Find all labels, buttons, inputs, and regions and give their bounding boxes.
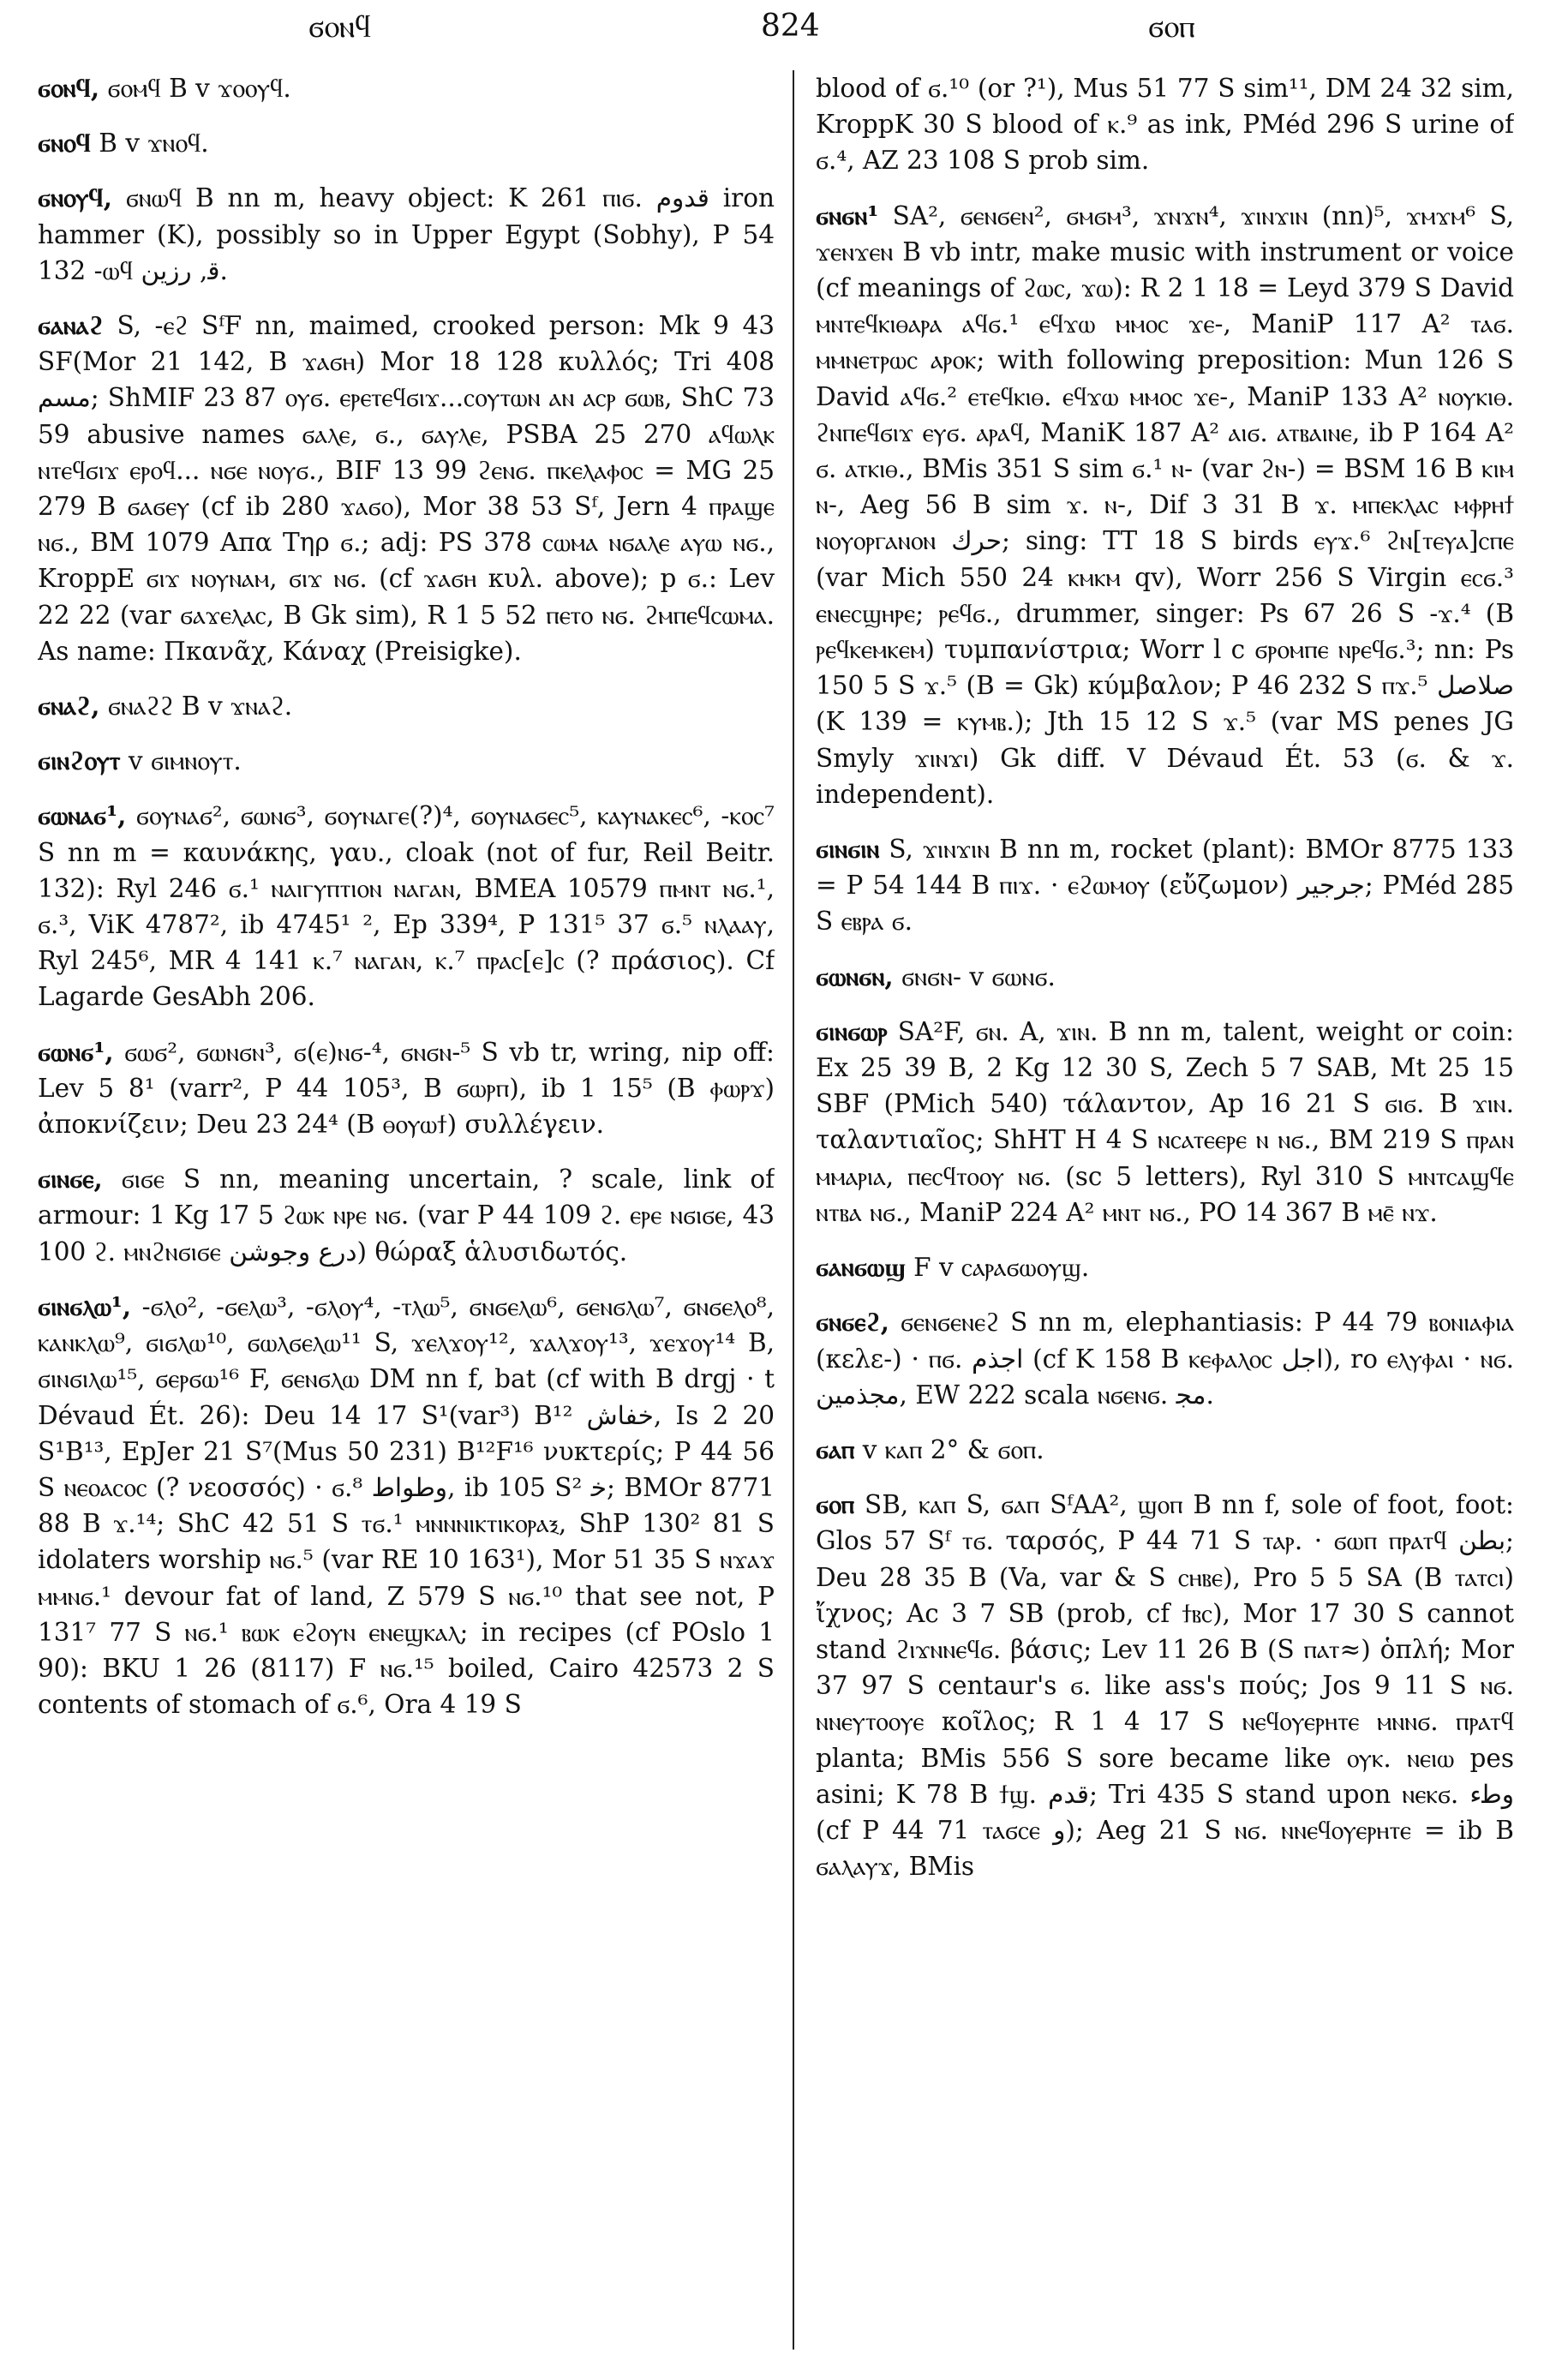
- definition: S, ϫⲓⲛϫⲓⲛ B nn m, rocket (plant): BMOr 8775 133 = P 54 144 B ⲡⲓϫ. · ⲉϩⲱⲙⲟⲩ (εὔζωμον) ﺟﺮﺟﻴﺮ; PMéd 285 S ⲉⲃⲣⲁ ϭ.: [816, 835, 1514, 937]
- entry: [38, 1034, 775, 1143]
- entry: [38, 798, 775, 1015]
- definition: ϭⲓϭⲉ S nn, meaning uncertain, ? scale, link of armour: 1 Kg 17 5 ϩⲱⲕ ⲛⲣⲉ ⲛϭ. (var P 44 109 ϩ. ⲉⲣⲉ ⲛϭⲓϭⲉ, 43 100 ϩ. ⲙⲛϩⲛϭⲓϭⲉ ﺩﺭﻉ ﻭﺟﻮﺷﻦ) θώραξ ἁλυσιδωτός.: [38, 1165, 775, 1266]
- entry: [816, 1487, 1514, 1884]
- entry: [816, 198, 1514, 812]
- entry: [38, 1161, 775, 1270]
- entry: [38, 180, 775, 289]
- definition: S, -ⲉϩ SᶠF nn, maimed, crooked person: Mk 9 43 SF(Mor 21 142, B ϫⲁϭⲏ) Mor 18 128 κυλλός; Tri 408 ﻣﺴﻢ; ShMIF 23 87 ⲟⲩϭ. ⲉⲣⲉⲧⲉϥϭⲓϫ...ⲥⲟⲩⲧⲱⲛ ⲁⲛ ⲁⲥⲣ ϭⲱⲃ, ShC 73 59 abusive names ϭⲁⲗⲉ, ϭ., ϭⲁⲩⲗⲉ, PSBA 25 270 ⲁϥⲱⲗⲕ ⲛⲧⲉϥϭⲓϫ ⲉⲣⲟϥ... ⲛϭⲉ ⲛⲟⲩϭ., BIF 13 99 ϩⲉⲛϭ. ⲡⲕⲉⲗⲁⲫⲟⲥ = MG 25 279 B ϭⲁϭⲉⲩ (cf ib 280 ϫⲁϭⲟ), Mor 38 53 Sᶠ, Jern 4 ⲡⲣⲁϣⲉ ⲛϭ., BM 1079 Απα Τηρ ϭ.; adj: PS 378 ⲥⲱⲙⲁ ⲛϭⲁⲗⲉ ⲁⲩⲱ ⲛϭ., KroppE ϭⲓϫ ⲛⲟⲩⲛⲁⲙ, ϭⲓϫ ⲛϭ. (cf ϫⲁϭⲏ κυλ. above); p ϭ.: Lev 22 22 (var ϭⲁϫⲉⲗⲁⲥ, B Gk sim), R 1 5 52 ⲡⲉⲧⲟ ⲛϭ. ϩⲙⲡⲉϥⲥⲱⲙⲁ. As name: Πκανᾶχ, Κάναχ (Preisigke).: [38, 311, 775, 666]
- entry: [38, 308, 775, 669]
- entry: [816, 831, 1514, 940]
- definition: ϭⲛϭⲛ- v ϭⲱⲛϭ.: [893, 961, 1056, 991]
- definition: v ϭⲓⲙⲛⲟⲩⲧ.: [120, 746, 242, 776]
- headword: ϭⲛⲟϥ: [38, 128, 91, 159]
- headword: ϭⲓⲛϭⲗⲱ¹,: [38, 1290, 132, 1321]
- headword: ϭⲛⲟⲩϥ,: [38, 183, 112, 213]
- entry: [816, 1014, 1514, 1230]
- definition: v ⲕⲁⲡ 2° & ϭⲟⲡ.: [854, 1434, 1044, 1464]
- definition: ϭⲱϭ², ϭⲱⲛϭⲛ³, ϭ(ⲉ)ⲛϭ-⁴, ϭⲛϭⲛ-⁵ S vb tr, wring, nip off: Lev 5 8¹ (varr², P 44 105³, B ϭⲱⲣⲡ), ib 1 15⁵ (B ⲫⲱⲣϫ) ἀποκνίζειν; Deu 23 24⁴ (B ⲑⲟⲩⲱϯ) συλλέγειν.: [38, 1037, 775, 1140]
- right-column: [816, 70, 1514, 2358]
- definition: B v ϫⲛⲟϥ.: [90, 129, 209, 159]
- headword: ϭⲁⲡ: [816, 1434, 855, 1464]
- headword: ϭⲁⲛϭⲱϣ: [816, 1252, 906, 1283]
- entry: [38, 743, 775, 779]
- entry: [816, 1249, 1514, 1285]
- headword: ϭⲁⲛⲁϩ: [38, 310, 104, 341]
- definition: -ϭⲗⲟ², -ϭⲉⲗⲱ³, -ϭⲗⲟⲩ⁴, -ⲧⲗⲱ⁵, ϭⲛϭⲉⲗⲱ⁶, ϭⲉⲛϭⲗⲱ⁷, ϭⲛϭⲉⲗⲟ⁸, ⲕⲁⲛⲕⲗⲱ⁹, ϭⲓϭⲗⲱ¹⁰, ϭⲱⲗϭⲉⲗⲱ¹¹ S, ϫⲉⲗϫⲟⲩ¹², ϫⲁⲗϫⲟⲩ¹³, ϫⲉϫⲟⲩ¹⁴ B, ϭⲓⲛϭⲓⲗⲱ¹⁵, ϭⲉⲣϭⲱ¹⁶ F, ϭⲉⲛϭⲗⲱ DM nn f, bat (cf with B drgj · t Dévaud Ét. 26): Deu 14 17 S¹(var³) B¹² ﺧﻔﺎﺵ, Is 2 20 S¹B¹³, EpJer 21 S⁷(Mus 50 231) B¹²F¹⁶ νυκτερίς; P 44 56 S ⲛⲉⲟⲁⲥⲟⲥ (? νεοσσός) · ϭ.⁸ ﻭﻃﻮﺍﻁ, ib 105 S² ﺧ; BMOr 8771 88 B ϫ.¹⁴; ShC 42 51 S ⲧϭ.¹ ⲙⲛⲛⲛⲓⲕⲧⲓⲕⲟⲣⲁⲝ, ShP 130² 81 S idolaters worship ⲛϭ.⁵ (var RE 10 163¹), Mor 51 35 S ⲛϫⲁϫ ⲙⲙⲛϭ.¹ devour fat of land, Z 579 S ⲛϭ.¹⁰ that see not, P 131⁷ 77 S ⲛϭ.¹ ⲃⲱⲕ ⲉϩⲟⲩⲛ ⲉⲛⲉϣⲕⲁⲗ; in recipes (cf POslo 1 90): BKU 1 26 (8117) F ⲛϭ.¹⁵ boiled, Cairo 42573 2 S contents of stomach of ϭ.⁶, Ora 4 19 S: [38, 1291, 775, 1720]
- entry: [38, 70, 775, 106]
- headword: ϭⲛϭⲛ¹: [816, 200, 879, 231]
- definition: SB, ⲕⲁⲡ S, ϭⲁⲡ SᶠAA², ϣⲟⲡ B nn f, sole of foot, foot: Glos 57 Sᶠ ⲧϭ. ταρσός, P 44 71 S ⲧⲁⲣ. · ϭⲱⲡ ⲡⲣⲁⲧϥ ﺑﻄﻦ; Deu 28 35 B (Va, var & S ⲥⲏⲃⲉ), Pro 5 5 SA (B ⲧⲁⲧⲥⲓ) ἴχνος; Ac 3 7 SB (prob, cf ϯⲃⲥ), Mor 17 30 S cannot stand ϩⲓϫⲛⲛⲉϥϭ. βάσις; Lev 11 26 B (S ⲡⲁⲧ≈) ὁπλή; Mor 37 97 S centaur's ϭ. like ass's πούς; Jos 9 11 S ⲛϭ. ⲛⲛⲉⲩⲧⲟⲟⲩⲉ κοῖλος; R 1 4 17 S ⲛⲉϥⲟⲩⲉⲣⲏⲧⲉ ⲙⲛⲛϭ. ⲡⲣⲁⲧϥ planta; BMis 556 S sore became like ⲟⲩⲕ. ⲛⲉⲓⲱ pes asini; K 78 B ϯϣ. ﻗﺪﻡ; Tri 435 S stand upon ⲛⲉⲕϭ. ﻭﻃﺀ (cf P 44 71 ⲧⲁϭⲥⲉ ﻭ); Aeg 21 S ⲛϭ. ⲛⲛⲉϥⲟⲩⲉⲣⲏⲧⲉ = ib B ϭⲁⲗⲁⲩϫ, BMis: [816, 1490, 1514, 1882]
- headword: ϭⲟⲡ: [816, 1489, 855, 1520]
- entry: [38, 688, 775, 724]
- definition: ϭⲟⲙϥ B v ϫⲟⲟⲩϥ.: [99, 74, 291, 103]
- headword: ϭⲱⲛⲁϭ¹,: [38, 800, 127, 831]
- page-number: 824: [761, 9, 820, 44]
- headword: ϭⲱⲛϭ¹,: [38, 1036, 114, 1067]
- entry: [816, 959, 1514, 995]
- definition: blood of ϭ.¹⁰ (or ?¹), Mus 51 77 S sim¹¹, DM 24 32 sim, KroppK 30 S blood of ⲕ.⁹ as ink, PMéd 296 S urine of ϭ.⁴, AZ 23 108 S prob sim.: [816, 74, 1514, 176]
- headword: ϭⲛⲁϩ,: [38, 691, 100, 721]
- entry: [816, 1432, 1514, 1468]
- definition: SA², ϭⲉⲛϭⲉⲛ², ϭⲙϭⲙ³, ϫⲛϫⲛ⁴, ϫⲓⲛϫⲓⲛ (nn)⁵, ϫⲙϫⲙ⁶ S, ϫⲉⲛϫⲉⲛ B vb intr, make music with instrument or voice (cf meanings of ϩⲱⲥ, ϫⲱ): R 2 1 18 = Leyd 379 S David ⲙⲛⲧⲉϥⲕⲓⲑⲁⲣⲁ ⲁϥϭ.¹ ⲉϥϫⲱ ⲙⲙⲟⲥ ϫⲉ-, ManiP 117 A² ⲧⲁϭ. ⲙⲙⲛⲉⲧⲣⲱⲥ ⲁⲣⲟⲕ; with following preposition: Mun 126 S David ⲁϥϭ.² ⲉⲧⲉϥⲕⲓⲑ. ⲉϥϫⲱ ⲙⲙⲟⲥ ϫⲉ-, ManiP 133 A² ⲛⲟⲩⲕⲓⲑ. ϩⲛⲡⲉϥϭⲓϫ ⲉⲩϭ. ⲁⲣⲁϥ, ManiK 187 A² ⲁⲓϭ. ⲁⲧⲃⲁⲓⲛⲉ, ib P 164 A² ϭ. ⲁⲧⲕⲓⲑ., BMis 351 S sim ϭ.¹ ⲛ- (var ϩⲛ-) = BSM 16 B ⲕⲓⲙ ⲛ-, Aeg 56 B sim ϫ. ⲛ-, Dif 3 31 B ϫ. ⲙⲡⲉⲕⲗⲁⲥ ⲙⲫⲣⲏϯ ⲛⲟⲩⲟⲣⲅⲁⲛⲟⲛ ﺣﺮﻙ; sing: TT 18 S birds ⲉⲩϫ.⁶ ϩⲛ[ⲧⲉⲩⲁ]ⲥⲡⲉ (var Mich 550 24 ⲕⲙⲕⲙ qv), Worr 256 S Virgin ⲉⲥϭ.³ ⲉⲛⲉⲥϣⲏⲣⲉ; ⲣⲉϥϭ., drummer, singer: Ps 67 26 S -ϫ.⁴ (B ⲣⲉϥⲕⲉⲙⲕⲉⲙ) τυμπανίστρια; Worr l c ϭⲣⲟⲙⲡⲉ ⲛⲣⲉϥϭ.³; nn: Ps 150 5 S ϫ.⁵ (B = Gk) κύμβαλον; P 46 232 S ⲡϫ.⁵ ﺻﻠﺎﺻﻞ (K 139 = ⲕⲩⲙⲃ.); Jth 15 12 S ϫ.⁵ (var MS penes JG Smyly ϫⲓⲛϫⲓ) Gk diff. V Dévaud Ét. 53 (ϭ. & ϫ. independent).: [816, 201, 1514, 809]
- entry: [38, 1289, 775, 1722]
- entry: [816, 70, 1514, 179]
- definition: SA²F, ϭⲛ. A, ϫⲓⲛ. B nn m, talent, weight or coin: Ex 25 39 B, 2 Kg 12 30 S, Zech 5 7 SAB, Mt 25 15 SBF (PMich 540) τάλαντον, Ap 16 21 S ϭⲓϭ. B ϫⲓⲛ. ταλαντιαῖος; ShHT H 4 S ⲛⲥⲁⲧⲉⲉⲣⲉ ⲛ ⲛϭ., BM 219 S ⲡⲣⲁⲛ ⲙⲙⲁⲣⲓⲁ, ⲡⲉⲥϥⲧⲟⲟⲩ ⲛϭ. (sc 5 letters), Ryl 310 S ⲙⲛⲧⲥⲁϣϥⲉ ⲛⲧⲃⲁ ⲛϭ., ManiP 224 A² ⲙⲛⲧ ⲛϭ., PO 14 367 B ⲙⲉ̄ ⲛϫ.: [816, 1016, 1514, 1227]
- headword: ϭⲓⲛϭⲉ,: [38, 1164, 103, 1194]
- entry: [816, 1304, 1514, 1413]
- headword: ϭⲓⲛϩⲟⲩⲧ: [38, 745, 121, 776]
- definition: ϭⲛⲱϥ B nn m, heavy object: K 261 ⲡⲓϭ. قدوم iron hammer (K), possibly so in Upper Egypt (Sobhy), P 54 132 -ⲱϥ ﻗ, ﺭﺯﻳﻦ.: [38, 183, 775, 285]
- headword: ϭⲓⲛϭⲓⲛ: [816, 834, 880, 865]
- definition: F v ⲥⲁⲣⲁϭⲱⲟⲩϣ.: [905, 1253, 1090, 1283]
- running-head-right: ϭⲟⲡ: [1148, 9, 1195, 45]
- headword: ϭⲟⲛϥ,: [38, 73, 100, 103]
- running-head-left: ϭⲟⲛϥ: [308, 9, 371, 45]
- column-rule: [793, 70, 794, 2350]
- left-column: [38, 70, 775, 2358]
- definition: ϭⲟⲩⲛⲁϭ², ϭⲱⲛϭ³, ϭⲟⲩⲛⲁⲅⲉ(?)⁴, ϭⲟⲩⲛⲁϭⲉⲥ⁵, ⲕⲁⲩⲛⲁⲕⲉⲥ⁶, -ⲕⲟⲥ⁷ S nn m = καυνάκης, γαυ., cloak (not of fur, Reil Beitr. 132): Ryl 246 ϭ.¹ ⲛⲁⲓⲅⲩⲡⲧⲓⲟⲛ ⲛⲁⲅⲁⲛ, BMEA 10579 ⲡⲙⲛⲧ ⲛϭ.¹, ϭ.³, ViK 4787², ib 4745¹ ², Ep 339⁴, P 131⁵ 37 ϭ.⁵ ⲛⲗⲁⲁⲩ, Ryl 245⁶, MR 4 141 ⲕ.⁷ ⲛⲁⲅⲁⲛ, ⲕ.⁷ ⲡⲣⲁⲥ[ⲉ]ⲥ (? πράσιος). Cf Lagarde GesAbh 206.: [38, 801, 775, 1012]
- headword: ϭⲱⲛϭⲛ,: [816, 961, 894, 991]
- definition: ϭⲛⲁϩϩ B v ϫⲛⲁϩ.: [99, 692, 293, 721]
- entry: [38, 125, 775, 161]
- headword: ϭⲛϭⲉϩ,: [816, 1307, 890, 1338]
- definition: ϭⲉⲛϭⲉⲛⲉϩ S nn m, elephantiasis: P 44 79 ⲃⲟⲛⲓⲁⲫⲓⲁ (κελε-) · ⲡϭ. ﺍﺟﺬﻡ (cf K 158 B ⲕⲉⲫⲁⲗⲟⲥ ﺍﺟﻞ), ro ⲉⲗⲩⲫⲁⲓ · ⲛϭ. ﻣﺠﺬﻣﻴﻦ, EW 222 scala ⲛϭⲉⲛϭ. ﻣﺠ.: [816, 1308, 1514, 1410]
- headword: ϭⲓⲛϭⲱⲣ: [816, 1015, 888, 1046]
